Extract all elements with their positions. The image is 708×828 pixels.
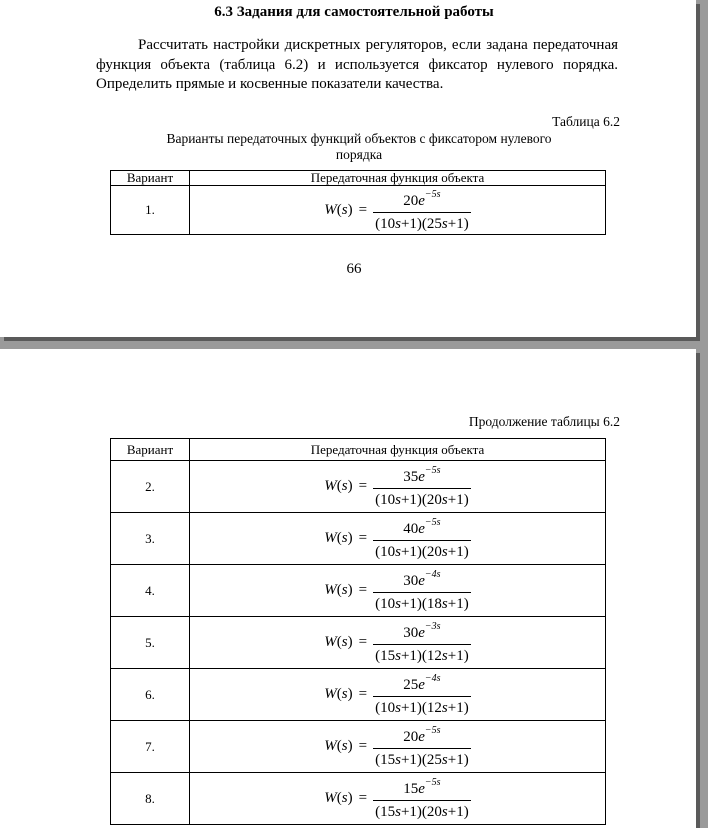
page-number: 66 — [346, 261, 362, 277]
plus-one: +1 — [447, 752, 464, 768]
denominator — [373, 213, 471, 233]
plus-one: +1 — [400, 752, 417, 768]
fraction — [373, 776, 471, 821]
transfer-function-formula — [190, 672, 605, 717]
fraction — [373, 620, 471, 665]
time-constant: 20 — [426, 544, 442, 560]
variant-cell: 3. — [111, 513, 190, 565]
function-cell — [190, 565, 606, 617]
paren-close: ) — [416, 752, 422, 768]
table-label: Таблица 6.2 — [552, 114, 620, 129]
den-variable: s — [395, 215, 401, 232]
equals-sign: = — [358, 201, 368, 218]
exp-base: e — [418, 573, 425, 589]
formula-lhs — [324, 686, 352, 703]
den-variable: s — [395, 648, 401, 664]
time-constant: 10 — [380, 700, 396, 716]
paren-open: ( — [421, 215, 427, 232]
paren-open: ( — [336, 790, 342, 806]
denominator — [373, 645, 471, 665]
time-constant: 12 — [426, 700, 442, 716]
numerator — [399, 188, 444, 212]
formula-arg: s — [341, 582, 348, 598]
formula-lhs — [324, 582, 352, 599]
paren-open: ( — [336, 686, 342, 702]
plus-one: +1 — [447, 215, 464, 232]
plus-one: +1 — [447, 804, 464, 820]
table-row — [111, 773, 606, 825]
paren-close: ) — [347, 738, 353, 754]
gain: 15 — [403, 781, 419, 797]
time-constant: 10 — [380, 596, 396, 612]
gain: 20 — [403, 192, 419, 209]
denominator — [373, 697, 471, 717]
table-row — [111, 669, 606, 721]
time-constant: 25 — [426, 752, 442, 768]
plus-one: +1 — [447, 596, 464, 612]
delay-exponent: −5s — [424, 465, 441, 476]
denominator — [373, 593, 471, 613]
fraction — [373, 724, 471, 769]
transfer-function-formula — [190, 464, 605, 509]
variant-cell: 6. — [111, 669, 190, 721]
plus-one: +1 — [400, 215, 417, 232]
formula-lhs — [324, 738, 352, 755]
column-header-variant: Вариант — [111, 171, 190, 186]
time-constant: 25 — [426, 215, 442, 232]
den-variable: s — [441, 804, 448, 820]
table-row — [111, 721, 606, 773]
transfer-function-formula — [190, 724, 605, 769]
paren-open: ( — [421, 752, 427, 768]
den-variable: s — [395, 700, 401, 716]
fraction — [373, 568, 471, 613]
paren-close: ) — [463, 492, 469, 508]
numerator — [399, 516, 444, 540]
paren-close: ) — [347, 201, 353, 218]
delay-exponent: −4s — [424, 673, 441, 684]
formula-w: W — [324, 634, 337, 650]
numerator — [399, 568, 444, 592]
page-shadow — [4, 337, 700, 341]
gain: 25 — [403, 677, 419, 693]
denominator — [373, 541, 471, 561]
exp-base: e — [418, 729, 425, 745]
paren-close: ) — [347, 790, 353, 806]
den-variable: s — [395, 752, 401, 768]
function-cell — [190, 461, 606, 513]
delay-exponent: −5s — [424, 725, 441, 736]
den-variable: s — [395, 804, 401, 820]
equals-sign: = — [358, 478, 368, 494]
plus-one: +1 — [447, 700, 464, 716]
equals-sign: = — [358, 738, 368, 754]
paren-close: ) — [463, 544, 469, 560]
paren-close: ) — [463, 648, 469, 664]
denominator — [373, 749, 471, 769]
formula-arg: s — [341, 790, 348, 806]
column-header-variant: Вариант — [111, 439, 190, 461]
column-header-function: Передаточная функция объекта — [190, 439, 606, 461]
plus-one: +1 — [400, 596, 417, 612]
exp-base: e — [418, 192, 425, 209]
paren-close: ) — [347, 478, 353, 494]
time-constant: 10 — [380, 544, 396, 560]
paren-close: ) — [416, 596, 422, 612]
numerator — [399, 620, 444, 644]
paren-open: ( — [375, 492, 381, 508]
time-constant: 15 — [380, 752, 396, 768]
transfer-function-table-2 — [110, 438, 606, 825]
den-variable: s — [441, 648, 448, 664]
variant-cell: 8. — [111, 773, 190, 825]
variant-cell: 1. — [111, 186, 190, 235]
den-variable: s — [441, 752, 448, 768]
equals-sign: = — [358, 790, 368, 806]
paren-open: ( — [336, 738, 342, 754]
delay-exponent: −5s — [424, 188, 441, 200]
table-row — [111, 565, 606, 617]
formula-lhs — [324, 634, 352, 651]
time-constant: 20 — [426, 804, 442, 820]
paren-open: ( — [421, 804, 427, 820]
gain: 35 — [403, 469, 419, 485]
variant-cell: 5. — [111, 617, 190, 669]
formula-arg: s — [341, 686, 348, 702]
formula-arg: s — [341, 634, 348, 650]
paren-open: ( — [421, 700, 427, 716]
time-constant: 18 — [426, 596, 442, 612]
exp-base: e — [418, 625, 425, 641]
paren-close: ) — [416, 804, 422, 820]
table-row — [111, 513, 606, 565]
equals-sign: = — [358, 582, 368, 598]
den-variable: s — [441, 544, 448, 560]
delay-exponent: −5s — [424, 517, 441, 528]
numerator — [399, 724, 444, 748]
task-paragraph: Рассчитать настройки дискретных регуляторов, если задана передаточная функция объекта (таблица 6.2) и используется фиксатор нулевого порядка. Определить прямые и косвенные показатели качества. — [96, 37, 618, 92]
transfer-function-formula — [190, 620, 605, 665]
formula-w: W — [324, 530, 337, 546]
time-constant: 20 — [426, 492, 442, 508]
gain: 20 — [403, 729, 419, 745]
formula-w: W — [324, 478, 337, 494]
time-constant: 10 — [380, 215, 396, 232]
gain: 30 — [403, 573, 419, 589]
numerator — [399, 464, 444, 488]
paren-open: ( — [336, 634, 342, 650]
time-constant: 15 — [380, 804, 396, 820]
page-shadow — [696, 353, 700, 828]
equals-sign: = — [358, 686, 368, 702]
paren-open: ( — [375, 215, 381, 232]
function-cell — [190, 721, 606, 773]
function-cell — [190, 669, 606, 721]
paren-open: ( — [336, 201, 342, 218]
transfer-function-table-1 — [110, 170, 606, 235]
paren-close: ) — [347, 686, 353, 702]
plus-one: +1 — [400, 544, 417, 560]
den-variable: s — [395, 596, 401, 612]
paren-close: ) — [347, 582, 353, 598]
plus-one: +1 — [400, 700, 417, 716]
variant-cell: 4. — [111, 565, 190, 617]
function-cell — [190, 513, 606, 565]
fraction — [373, 188, 471, 233]
function-cell — [190, 186, 606, 235]
paren-open: ( — [375, 648, 381, 664]
paren-close: ) — [463, 215, 469, 232]
plus-one: +1 — [400, 648, 417, 664]
plus-one: +1 — [400, 492, 417, 508]
den-variable: s — [441, 700, 448, 716]
table-row — [111, 186, 606, 235]
column-header-function: Передаточная функция объекта — [190, 171, 606, 186]
time-constant: 10 — [380, 492, 396, 508]
plus-one: +1 — [447, 492, 464, 508]
paren-open: ( — [375, 596, 381, 612]
denominator — [373, 489, 471, 509]
paren-open: ( — [336, 582, 342, 598]
formula-w: W — [324, 201, 337, 218]
table-row — [111, 617, 606, 669]
time-constant: 12 — [426, 648, 442, 664]
gain: 30 — [403, 625, 419, 641]
plus-one: +1 — [400, 804, 417, 820]
exp-base: e — [418, 521, 425, 537]
paren-close: ) — [416, 648, 422, 664]
den-variable: s — [441, 596, 448, 612]
exp-base: e — [418, 781, 425, 797]
formula-w: W — [324, 686, 337, 702]
fraction — [373, 464, 471, 509]
delay-exponent: −3s — [424, 621, 441, 632]
formula-lhs — [324, 202, 352, 219]
den-variable: s — [441, 215, 448, 232]
paren-close: ) — [463, 804, 469, 820]
formula-lhs — [324, 478, 352, 495]
delay-exponent: −4s — [424, 569, 441, 580]
exp-base: e — [418, 469, 425, 485]
denominator — [373, 801, 471, 821]
equals-sign: = — [358, 634, 368, 650]
paren-close: ) — [416, 215, 422, 232]
paren-open: ( — [421, 492, 427, 508]
section-heading: 6.3 Задания для самостоятельной работы — [214, 4, 494, 20]
paren-close: ) — [463, 752, 469, 768]
transfer-function-formula — [190, 568, 605, 613]
exp-base: e — [418, 677, 425, 693]
fraction — [373, 516, 471, 561]
formula-lhs — [324, 530, 352, 547]
variant-cell: 7. — [111, 721, 190, 773]
paren-open: ( — [336, 478, 342, 494]
paren-open: ( — [336, 530, 342, 546]
plus-one: +1 — [447, 544, 464, 560]
formula-lhs — [324, 790, 352, 807]
transfer-function-formula — [190, 516, 605, 561]
numerator — [399, 776, 444, 800]
formula-arg: s — [341, 201, 348, 218]
den-variable: s — [441, 492, 448, 508]
paren-open: ( — [421, 596, 427, 612]
table-title: Варианты передаточных функций объектов с фиксатором нулевого порядка — [166, 131, 552, 162]
transfer-function-formula — [190, 776, 605, 821]
paren-close: ) — [416, 492, 422, 508]
paren-close: ) — [463, 700, 469, 716]
transfer-function-formula — [190, 188, 605, 233]
time-constant: 15 — [380, 648, 396, 664]
formula-w: W — [324, 790, 337, 806]
formula-arg: s — [341, 530, 348, 546]
paren-open: ( — [375, 700, 381, 716]
paren-open: ( — [421, 648, 427, 664]
page-shadow — [696, 4, 700, 341]
table-continuation-label: Продолжение таблицы 6.2 — [468, 414, 620, 429]
formula-arg: s — [341, 738, 348, 754]
formula-w: W — [324, 582, 337, 598]
paren-open: ( — [375, 804, 381, 820]
delay-exponent: −5s — [424, 777, 441, 788]
function-cell — [190, 773, 606, 825]
fraction — [373, 672, 471, 717]
paren-close: ) — [416, 544, 422, 560]
paren-close: ) — [347, 530, 353, 546]
den-variable: s — [395, 492, 401, 508]
equals-sign: = — [358, 530, 368, 546]
paren-open: ( — [375, 544, 381, 560]
paren-close: ) — [347, 634, 353, 650]
formula-w: W — [324, 738, 337, 754]
den-variable: s — [395, 544, 401, 560]
paren-close: ) — [463, 596, 469, 612]
paren-open: ( — [375, 752, 381, 768]
formula-arg: s — [341, 478, 348, 494]
function-cell — [190, 617, 606, 669]
numerator — [399, 672, 444, 696]
paren-open: ( — [421, 544, 427, 560]
paren-close: ) — [416, 700, 422, 716]
table-row — [111, 461, 606, 513]
gain: 40 — [403, 521, 419, 537]
plus-one: +1 — [447, 648, 464, 664]
variant-cell: 2. — [111, 461, 190, 513]
